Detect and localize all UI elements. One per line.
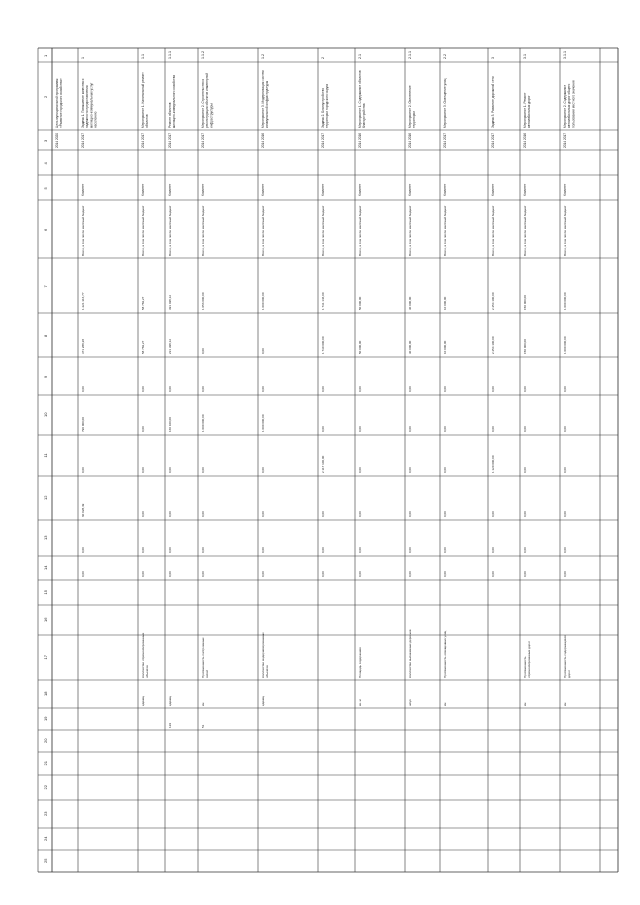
row-number: 3.1 bbox=[523, 54, 527, 59]
row-section-text: Задача 1. Повышение качества и bbox=[81, 78, 85, 128]
row-section-text: территории bbox=[412, 110, 417, 128]
row-section-text: Мероприятие 1. Ремонт bbox=[523, 92, 527, 128]
row-amount: 1 730 000,00 bbox=[321, 336, 325, 354]
row-section-text: Цель муниципальной программы bbox=[55, 78, 59, 128]
column-number: 15 bbox=[43, 590, 48, 595]
row-amount: 2 117 100,00 bbox=[321, 455, 325, 473]
row-amount: 1 731 146,00 bbox=[321, 292, 325, 310]
column-number: 10 bbox=[43, 412, 48, 417]
row-unit: км bbox=[201, 702, 205, 706]
row-executor: Комитет bbox=[408, 183, 412, 196]
row-measure-text: дорог bbox=[567, 670, 572, 678]
row-number: 1.1.2 bbox=[201, 51, 205, 59]
row-amount: 0,00 bbox=[563, 511, 567, 517]
column-number: 6 bbox=[43, 228, 48, 231]
row-number: 2.1 bbox=[358, 54, 362, 59]
row-section-text: Мероприятие 3. Освещение улиц bbox=[443, 78, 447, 128]
row-amount: 0,00 bbox=[491, 511, 495, 517]
row-amount: 0,00 bbox=[321, 386, 325, 392]
row-section-text: Мероприятие 2. Озеленение bbox=[408, 85, 412, 128]
row-amount: 0,00 bbox=[563, 467, 567, 473]
row-unit: единиц bbox=[261, 695, 265, 706]
row-measure-text: Протяженность построенных bbox=[201, 637, 205, 678]
row-unit: км bbox=[443, 702, 447, 706]
row-amount: 0,00 bbox=[408, 547, 412, 553]
row-unit: единиц bbox=[141, 695, 145, 706]
row-amount: 0,00 bbox=[261, 547, 265, 553]
row-measure-text: Протяженность освещенных улиц bbox=[443, 630, 447, 678]
row-amount: 0,00 bbox=[491, 426, 495, 432]
row-executor: Комитет bbox=[141, 183, 145, 196]
column-number: 18 bbox=[43, 691, 48, 696]
row-amount: 391 498,12 bbox=[168, 294, 172, 310]
row-amount: 0,00 bbox=[443, 386, 447, 392]
row-unit: кв. м bbox=[358, 699, 362, 706]
row-amount: 0,00 bbox=[523, 386, 527, 392]
row-amount: 0,00 bbox=[491, 547, 495, 553]
row-amount: 0,00 bbox=[491, 386, 495, 392]
column-number: 5 bbox=[43, 187, 48, 190]
row-executor: Комитет bbox=[201, 183, 205, 196]
row-section-text: благоустройства bbox=[362, 103, 367, 128]
row-section-text: автомобильных дорог bbox=[527, 95, 532, 128]
row-amount: 0,00 bbox=[168, 547, 172, 553]
row-unit: км bbox=[563, 702, 567, 706]
row-source: Всего, в том числе местный бюджет bbox=[358, 205, 362, 256]
row-amount: 0,00 bbox=[443, 467, 447, 473]
row-amount: 0,00 bbox=[523, 547, 527, 553]
row-amount: 10 000,00 bbox=[443, 296, 447, 310]
row-source: Всего, в том числе местный бюджет bbox=[491, 205, 495, 256]
row-amount: 0,00 bbox=[321, 571, 325, 577]
row-section-text: Задача 3. Развитие дорожной сети bbox=[491, 76, 495, 128]
row-source: Всего, в том числе местный бюджет bbox=[141, 205, 145, 256]
row-amount: 0,00 bbox=[81, 467, 85, 473]
row-amount: 0,00 bbox=[443, 571, 447, 577]
row-section-text: «Развитие городского хозяйства» bbox=[59, 78, 64, 128]
row-years: 2014 2017 bbox=[563, 132, 567, 148]
row-section-text: реконструкция объектов инженерной bbox=[205, 72, 210, 128]
row-amount: 0,00 bbox=[141, 386, 145, 392]
row-years: 2014 2016 bbox=[261, 132, 265, 148]
row-amount: 0,00 bbox=[168, 386, 172, 392]
row-source: Всего, в том числе местный бюджет bbox=[81, 205, 85, 256]
row-years: 2014 2017 bbox=[491, 132, 495, 148]
row-years: 2014 2017 bbox=[443, 132, 447, 148]
row-amount: 231 398,12 bbox=[168, 338, 172, 354]
row-amount: 0,00 bbox=[358, 547, 362, 553]
row-value: 129 bbox=[168, 722, 172, 728]
row-amount: 0,00 bbox=[141, 571, 145, 577]
row-source: Всего, в том числе местный бюджет bbox=[168, 205, 172, 256]
row-section-text: Мероприятие 3. Модернизация систем bbox=[261, 70, 265, 128]
column-number: 14 bbox=[43, 565, 48, 570]
row-amount: 58 782,27 bbox=[141, 296, 145, 310]
row-amount: 2 254 100,00 bbox=[491, 336, 495, 354]
row-section-text: Задача 2. Благоустройство bbox=[321, 87, 325, 128]
column-number: 13 bbox=[43, 535, 48, 540]
row-amount: 0,00 bbox=[523, 426, 527, 432]
column-number: 9 bbox=[43, 375, 48, 378]
column-number: 1 bbox=[43, 54, 48, 57]
row-amount: 0,00 bbox=[563, 547, 567, 553]
row-years: 2014 2017 bbox=[81, 132, 85, 148]
row-amount: 0,00 bbox=[358, 386, 362, 392]
row-amount: 150 000,00 bbox=[523, 338, 527, 354]
row-number: 2.2 bbox=[443, 54, 447, 59]
column-number: 22 bbox=[43, 785, 48, 790]
row-measure-text: объектов bbox=[265, 665, 270, 678]
column-number: 4 bbox=[43, 162, 48, 165]
row-section-text: территории городского округа bbox=[325, 83, 330, 128]
row-years: 2014 2016 bbox=[523, 132, 527, 148]
row-section-text: Ремонт объектов bbox=[168, 102, 172, 128]
row-amount: 0,00 bbox=[358, 511, 362, 517]
row-measure-text: сетей bbox=[205, 670, 210, 678]
row-amount: 0,00 bbox=[321, 511, 325, 517]
row-section-text: инфраструктуры bbox=[209, 103, 214, 128]
row-section-text: населению bbox=[93, 111, 98, 128]
row-amount: 0,00 bbox=[408, 426, 412, 432]
row-section-text: жилищно-коммунального хозяйства bbox=[172, 74, 177, 128]
row-amount: 0,00 bbox=[563, 571, 567, 577]
row-amount: 0,00 bbox=[201, 348, 205, 354]
row-measure-text: объектов bbox=[145, 665, 150, 678]
row-years: 2014 2016 bbox=[358, 132, 362, 148]
column-number: 20 bbox=[43, 738, 48, 743]
row-amount: 0,00 bbox=[563, 386, 567, 392]
row-amount: 0,00 bbox=[408, 467, 412, 473]
column-number: 24 bbox=[43, 836, 48, 841]
row-executor: Комитет bbox=[443, 183, 447, 196]
row-amount: 1 000 000,00 bbox=[563, 336, 567, 354]
column-number: 16 bbox=[43, 617, 48, 622]
row-number: 3 bbox=[491, 57, 495, 59]
row-section-text: коммунальной инфраструктуры bbox=[265, 80, 270, 128]
row-years: 2014 2017 bbox=[141, 132, 145, 148]
row-amount: 0,00 bbox=[201, 467, 205, 473]
row-amount: 1 000 000,00 bbox=[563, 292, 567, 310]
column-number: 2 bbox=[43, 95, 48, 98]
row-amount: 790 000,00 bbox=[81, 416, 85, 432]
row-unit: штук bbox=[408, 699, 412, 706]
row-amount: 0,00 bbox=[168, 511, 172, 517]
row-amount: 0,00 bbox=[261, 467, 265, 473]
row-measure-text: Количество модернизированных bbox=[261, 632, 265, 678]
row-amount: 0,00 bbox=[321, 547, 325, 553]
row-amount: 58 782,27 bbox=[141, 340, 145, 354]
row-amount: 0,00 bbox=[408, 511, 412, 517]
row-years: 2014 2016 bbox=[408, 132, 412, 148]
row-amount: 0,00 bbox=[491, 571, 495, 577]
row-amount: 150 000,00 bbox=[523, 294, 527, 310]
row-measure-text: Площадь содержания bbox=[358, 647, 362, 678]
row-years: 2014 2017 bbox=[201, 132, 205, 148]
row-amount: 0,00 bbox=[81, 571, 85, 577]
column-number: 21 bbox=[43, 761, 48, 766]
row-measure-text: Протяженность bbox=[523, 656, 527, 678]
row-measure-text: Протяженность содержащихся bbox=[563, 635, 567, 678]
row-amount: 160 100,00 bbox=[168, 416, 172, 432]
row-amount: 0,00 bbox=[168, 467, 172, 473]
row-executor: Комитет bbox=[81, 183, 85, 196]
row-amount: 0,00 bbox=[201, 571, 205, 577]
row-section-text: жилищно-коммунальных услуг bbox=[89, 82, 94, 128]
column-number: 25 bbox=[43, 858, 48, 863]
column-number: 19 bbox=[43, 716, 48, 721]
row-amount: 0,00 bbox=[321, 426, 325, 432]
row-executor: Комитет bbox=[321, 183, 325, 196]
row-amount: 0,00 bbox=[201, 547, 205, 553]
row-amount: 0,00 bbox=[443, 426, 447, 432]
row-amount: 0,00 bbox=[81, 547, 85, 553]
row-amount: 1 000 000,00 bbox=[201, 414, 205, 432]
row-source: Всего, в том числе местный бюджет bbox=[563, 205, 567, 256]
row-section-text: автомобильных дорог общего bbox=[567, 83, 572, 128]
row-measure-text: отремонтированных дорог bbox=[527, 641, 532, 678]
row-amount: 30 000,00 bbox=[408, 296, 412, 310]
row-source: Всего, в том числе местный бюджет bbox=[408, 205, 412, 256]
row-source: Всего, в том числе местный бюджет bbox=[261, 205, 265, 256]
row-amount: 0,00 bbox=[358, 571, 362, 577]
row-executor: Комитет bbox=[523, 183, 527, 196]
row-unit: единиц bbox=[168, 695, 172, 706]
row-unit: км bbox=[523, 702, 527, 706]
column-number: 11 bbox=[43, 453, 48, 458]
row-years: 2014 2020 bbox=[55, 132, 59, 148]
row-amount: 1 000 000,00 bbox=[261, 414, 265, 432]
row-executor: Комитет bbox=[261, 183, 265, 196]
row-amount: 0,00 bbox=[261, 348, 265, 354]
row-amount: 50 000,00 bbox=[358, 340, 362, 354]
row-amount: 0,00 bbox=[261, 386, 265, 392]
row-years: 2014 2017 bbox=[168, 132, 172, 148]
row-amount: 0,00 bbox=[201, 386, 205, 392]
row-section-text: Мероприятие 2. Содержание bbox=[563, 84, 567, 128]
row-number: 1.1.1 bbox=[168, 51, 172, 59]
row-section-text: объектов bbox=[145, 114, 150, 128]
row-section-text: надежности предоставления bbox=[85, 85, 90, 128]
row-amount: 0,00 bbox=[523, 571, 527, 577]
row-measure-text: Количество отремонтированных bbox=[141, 632, 145, 678]
row-executor: Комитет bbox=[358, 183, 362, 196]
row-number: 1.1 bbox=[141, 54, 145, 59]
column-number: 17 bbox=[43, 655, 48, 660]
row-amount: 0,00 bbox=[168, 571, 172, 577]
row-number: 3.1.1 bbox=[563, 51, 567, 59]
row-amount: 0,00 bbox=[141, 511, 145, 517]
row-executor: Комитет bbox=[491, 183, 495, 196]
row-amount: 0,00 bbox=[141, 426, 145, 432]
row-amount: 0,00 bbox=[443, 547, 447, 553]
row-source: Всего, в том числе местный бюджет bbox=[201, 205, 205, 256]
row-section-text: пользования местного значения bbox=[571, 80, 576, 128]
row-number: 1 bbox=[81, 57, 85, 59]
row-amount: 1 056 000,00 bbox=[201, 292, 205, 310]
row-source: Всего, в том числе местный бюджет bbox=[321, 205, 325, 256]
row-source: Всего, в том числе местный бюджет bbox=[523, 205, 527, 256]
row-source: Всего, в том числе местный бюджет bbox=[443, 205, 447, 256]
row-measure-text: Количество высаженных деревьев bbox=[408, 629, 412, 678]
row-amount: 0,00 bbox=[261, 571, 265, 577]
row-number: 2.1.1 bbox=[408, 51, 412, 59]
row-section-text: Мероприятие 1. Капитальный ремонт bbox=[141, 72, 145, 128]
row-amount: 1 000 000,00 bbox=[261, 292, 265, 310]
row-amount: 0,00 bbox=[408, 386, 412, 392]
row-amount: 0,00 bbox=[141, 467, 145, 473]
column-number: 3 bbox=[43, 139, 48, 142]
row-amount: 60 028,49 bbox=[81, 503, 85, 517]
row-executor: Комитет bbox=[563, 183, 567, 196]
row-amount: 1 221 316,77 bbox=[81, 292, 85, 310]
column-number: 8 bbox=[43, 334, 48, 337]
row-executor: Комитет bbox=[168, 183, 172, 196]
row-amount: 0,00 bbox=[81, 386, 85, 392]
row-number: 2 bbox=[321, 57, 325, 59]
row-value: 51 bbox=[201, 724, 205, 728]
row-years: 2014 2017 bbox=[321, 132, 325, 148]
column-number: 7 bbox=[43, 285, 48, 288]
column-number: 12 bbox=[43, 495, 48, 500]
row-amount: 50 000,00 bbox=[358, 296, 362, 310]
row-number: 1.2 bbox=[261, 54, 265, 59]
column-number: 23 bbox=[43, 811, 48, 816]
row-amount: 10 000,00 bbox=[443, 340, 447, 354]
row-section-text: Мероприятие 1. Содержание объектов bbox=[358, 70, 362, 128]
row-amount: 0,00 bbox=[408, 571, 412, 577]
row-section-text: Мероприятие 2. Строительство и bbox=[201, 78, 205, 128]
row-amount: 371 288,28 bbox=[81, 338, 85, 354]
row-amount: 0,00 bbox=[261, 511, 265, 517]
row-amount: 30 000,00 bbox=[408, 340, 412, 354]
row-amount: 0,00 bbox=[141, 547, 145, 553]
row-amount: 2 254 100,00 bbox=[491, 292, 495, 310]
row-amount: 0,00 bbox=[358, 467, 362, 473]
row-amount: 0,00 bbox=[201, 511, 205, 517]
row-amount: 0,00 bbox=[523, 511, 527, 517]
row-amount: 1 120 000,00 bbox=[491, 455, 495, 473]
row-amount: 0,00 bbox=[358, 426, 362, 432]
row-amount: 0,00 bbox=[563, 426, 567, 432]
row-amount: 0,00 bbox=[443, 511, 447, 517]
row-amount: 0,00 bbox=[523, 467, 527, 473]
